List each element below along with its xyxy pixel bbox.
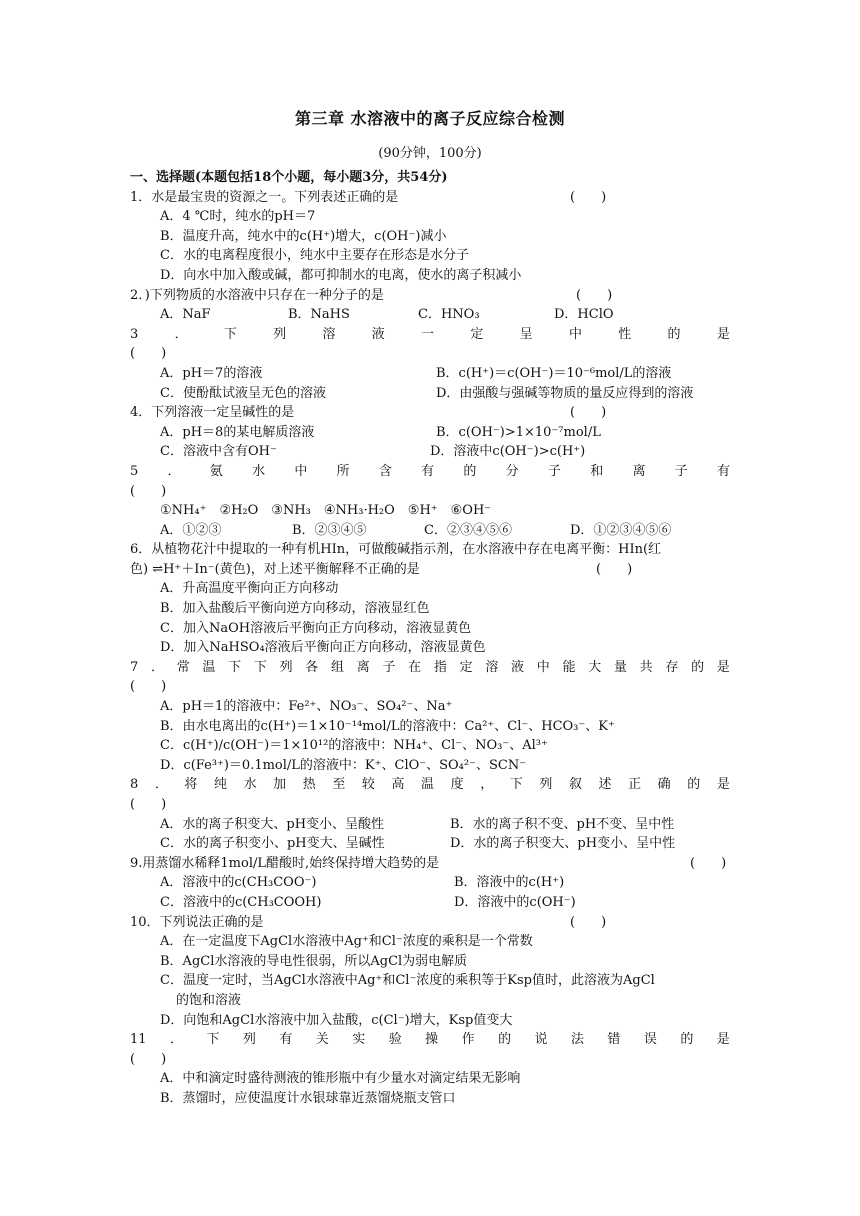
stem-char: 所	[336, 463, 350, 479]
question-6-stem-line1: 6．从植物花汁中提取的一种有机HIn，可做酸碱指示剂，在水溶液中存在电离平衡：HIn(红	[130, 542, 662, 558]
page-title: 第三章 水溶液中的离子反应综合检测	[294, 109, 566, 128]
option-a: A．升高温度平衡向正方向移动	[160, 581, 339, 597]
option-b: B．温度升高，纯水中的c(H⁺)增大，c(OH⁻)减小	[160, 228, 447, 244]
question-9-options-cd	[130, 893, 730, 913]
question-8-options-ab	[130, 815, 730, 835]
stem-char: 共	[639, 659, 653, 675]
question-list	[130, 168, 730, 1109]
stem-char: 在	[408, 659, 422, 675]
stem-char: 一	[421, 326, 435, 342]
stem-char: 含	[378, 463, 392, 479]
option-c: C．水的离子积变小、pH变大、呈碱性	[160, 836, 385, 852]
stem-char: 11	[130, 1032, 147, 1048]
option-b: B．c(OH⁻)>1×10⁻⁷mol/L	[436, 424, 601, 440]
stem-char: 有	[716, 463, 730, 479]
question-11-stem	[130, 1030, 730, 1050]
stem-char: 氨	[209, 463, 223, 479]
stem-char: ．	[154, 777, 168, 793]
stem-char: 验	[388, 1032, 402, 1048]
stem-char: 错	[607, 1032, 621, 1048]
stem-char: 定	[459, 659, 473, 675]
option-c: C．使酚酞试液呈无色的溶液	[160, 385, 326, 401]
stem-char: 子	[547, 463, 561, 479]
option-a: A．溶液中的c(CH₃COO⁻)	[160, 875, 317, 891]
option-d: D．溶液中的c(OH⁻)	[454, 894, 576, 910]
option-a: A．①②③	[160, 522, 222, 538]
answer-paren: ( )	[130, 483, 167, 499]
question-stem-text: 9.用蒸馏水稀释1mol/L醋酸时,始终保持增大趋势的是	[130, 855, 440, 871]
stem-char: 纯	[214, 777, 228, 793]
page-subtitle: (90分钟，100分)	[378, 146, 482, 161]
stem-char: 溶	[485, 659, 499, 675]
option-c: C．加入NaOH溶液后平衡向正方向移动，溶液显黄色	[160, 620, 472, 636]
answer-paren: ( )	[130, 346, 167, 362]
stem-char: 有	[421, 463, 435, 479]
stem-char: 常	[176, 659, 190, 675]
stem-char: ，	[480, 777, 494, 793]
stem-char: 是	[716, 326, 730, 342]
stem-char: 7	[130, 659, 139, 675]
stem-char: 关	[315, 1032, 329, 1048]
stem-char: ．	[169, 1032, 183, 1048]
stem-char: 操	[425, 1032, 439, 1048]
answer-paren: ( )	[576, 287, 613, 303]
stem-char: 较	[361, 777, 375, 793]
stem-char: 下	[253, 659, 267, 675]
option-c: C．溶液中的c(CH₃COOH)	[160, 894, 322, 910]
stem-char: 是	[716, 1032, 730, 1048]
stem-char: 离	[356, 659, 370, 675]
stem-char: 下	[228, 659, 242, 675]
stem-char: 至	[332, 777, 346, 793]
question-stem-text: 1．水是最宝贵的资源之一。下列表述正确的是	[130, 189, 399, 205]
question-1-stem	[130, 188, 730, 208]
option-a: A．pH＝7的溶液	[160, 365, 263, 381]
option-a: A．4 ℃时，纯水的pH＝7	[160, 209, 316, 225]
question-8-stem	[130, 775, 730, 795]
stem-char: 下	[223, 326, 237, 342]
question-9-options-ab	[130, 873, 730, 893]
answer-paren: ( )	[130, 679, 167, 695]
stem-char: 子	[382, 659, 396, 675]
stem-char: 呈	[519, 326, 533, 342]
option-a: A．pH＝8的某电解质溶液	[160, 424, 315, 440]
answer-paren: ( )	[570, 914, 607, 930]
option-b: B．②③④⑤	[292, 522, 367, 538]
option-a: A．水的离子积变大、pH变小、呈酸性	[160, 816, 385, 832]
answer-paren: ( )	[596, 561, 633, 577]
stem-char: 实	[352, 1032, 366, 1048]
option-b: B．溶液中的c(H⁺)	[454, 875, 565, 891]
option-d: D．由强酸与强碱等物质的量反应得到的溶液	[436, 385, 694, 401]
option-b: B．加入盐酸后平衡向逆方向移动，溶液显红色	[160, 601, 430, 617]
question-6-stem-line2	[130, 560, 730, 580]
stem-char: 下	[509, 777, 523, 793]
stem-char: 3	[130, 326, 139, 342]
section-heading: 一、选择题(本题包括18个小题，每小题3分，共54分)	[130, 170, 448, 185]
answer-paren: ( )	[130, 1051, 167, 1067]
stem-char: 指	[433, 659, 447, 675]
option-a: A．中和滴定时盛待测液的锥形瓶中有少量水对滴定结果无影响	[160, 1071, 521, 1087]
stem-char: 下	[206, 1032, 220, 1048]
stem-char: 的	[498, 1032, 512, 1048]
answer-paren: ( )	[570, 189, 607, 205]
option-b: B．AgCl水溶液的导电性很弱，所以AgCl为弱电解质	[160, 953, 468, 969]
stem-char: 组	[331, 659, 345, 675]
stem-char: 正	[628, 777, 642, 793]
stem-char: 叙	[568, 777, 582, 793]
stem-char: ．	[150, 659, 164, 675]
stem-char: 列	[539, 777, 553, 793]
stem-char: 液	[511, 659, 525, 675]
stem-char: 的	[463, 463, 477, 479]
stem-char: 有	[279, 1032, 293, 1048]
option-a: A．NaF	[160, 307, 211, 323]
stem-char: 确	[657, 777, 671, 793]
question-2-stem	[130, 286, 730, 306]
question-10-stem	[130, 913, 730, 933]
option-c: C．水的电离程度很小，纯水中主要存在形态是水分子	[160, 248, 469, 264]
stem-char: 水	[243, 777, 257, 793]
stem-char: 中	[568, 326, 582, 342]
stem-char: 法	[570, 1032, 584, 1048]
stem-char: 温	[421, 777, 435, 793]
stem-char: 作	[461, 1032, 475, 1048]
stem-char: 分	[505, 463, 519, 479]
option-b: B．c(H⁺)＝c(OH⁻)＝10⁻⁶mol/L的溶液	[436, 365, 672, 381]
stem-char: 水	[252, 463, 266, 479]
answer-paren: ( )	[130, 797, 167, 812]
stem-char: 说	[534, 1032, 548, 1048]
stem-char: 溶	[322, 326, 336, 342]
option-c-continued: 的饱和溶液	[176, 992, 242, 1008]
question-3-stem	[130, 325, 730, 345]
question-7-stem	[130, 658, 730, 678]
stem-char: 定	[470, 326, 484, 342]
stem-char: 度	[450, 777, 464, 793]
answer-paren: ( )	[570, 405, 607, 421]
stem-char: 述	[598, 777, 612, 793]
question-stem-text: 色) ⇌H⁺＋In⁻(黄色)，对上述平衡解释不正确的是	[130, 561, 420, 577]
question-3-options-cd	[130, 384, 730, 404]
question-stem-text: 2．)下列物质的水溶液中只存在一种分子的是	[130, 287, 384, 303]
stem-char: 中	[536, 659, 550, 675]
option-d: D．HClO	[554, 307, 614, 323]
stem-char: 液	[371, 326, 385, 342]
question-2-options	[130, 305, 730, 325]
stem-char: 列	[279, 659, 293, 675]
question-5-stem	[130, 462, 730, 482]
stem-char: 将	[184, 777, 198, 793]
option-d: D．①②③④⑤⑥	[570, 522, 672, 538]
stem-char: 误	[643, 1032, 657, 1048]
question-5-options	[130, 521, 730, 541]
option-d: D．加入NaHSO₄溶液后平衡向正方向移动，溶液显黄色	[160, 640, 486, 656]
stem-char: 的	[667, 326, 681, 342]
question-4-options-cd	[130, 442, 730, 462]
option-c: C．溶液中含有OH⁻	[160, 444, 277, 460]
option-b: B．水的离子积不变、pH不变、呈中性	[450, 816, 675, 832]
stem-char: 列	[273, 326, 287, 342]
option-d: D．c(Fe³⁺)＝0.1mol/L的溶液中：K⁺、ClO⁻、SO₄²⁻、SCN⁻	[160, 757, 527, 773]
stem-char: 量	[613, 659, 627, 675]
stem-char: 热	[302, 777, 316, 793]
stem-char: 是	[716, 777, 730, 793]
stem-char: 存	[665, 659, 679, 675]
stem-char: ．	[167, 463, 181, 479]
stem-char: 列	[242, 1032, 256, 1048]
question-4-options-ab	[130, 423, 730, 443]
question-4-stem	[130, 403, 730, 423]
stem-char: 能	[562, 659, 576, 675]
option-a: A．在一定温度下AgCl水溶液中Ag⁺和Cl⁻浓度的乘积是一个常数	[160, 934, 533, 950]
option-b: B．NaHS	[288, 307, 350, 323]
option-c: C．②③④⑤⑥	[424, 522, 512, 538]
option-b: B．蒸馏时，应使温度计水银球靠近蒸馏烧瓶支管口	[160, 1090, 456, 1106]
question-stem-text: 4．下列溶液一定呈碱性的是	[130, 405, 295, 421]
stem-char: 加	[273, 777, 287, 793]
question-stem-text: 10．下列说法正确的是	[130, 914, 264, 930]
question-9-stem	[130, 854, 730, 874]
stem-char: 和	[590, 463, 604, 479]
question-5-items: ①NH₄⁺ ②H₂O ③NH₃ ④NH₃·H₂O ⑤H⁺ ⑥OH⁻	[160, 503, 492, 519]
stem-char: 5	[130, 463, 139, 479]
stem-char: 8	[130, 777, 139, 793]
stem-char: 高	[391, 777, 405, 793]
stem-char: 大	[588, 659, 602, 675]
option-b: B．由水电离出的c(H⁺)＝1×10⁻¹⁴mol/L的溶液中：Ca²⁺、Cl⁻、HCO₃⁻、K⁺	[160, 718, 615, 734]
stem-char: 性	[618, 326, 632, 342]
stem-char: 各	[305, 659, 319, 675]
stem-char: 的	[680, 1032, 694, 1048]
stem-char: 温	[202, 659, 216, 675]
option-c: C．HNO₃	[418, 307, 480, 323]
stem-char: ．	[174, 326, 188, 342]
stem-char: 子	[674, 463, 688, 479]
stem-char: 离	[632, 463, 646, 479]
stem-char: 中	[294, 463, 308, 479]
option-d: D．溶液中c(OH⁻)>c(H⁺)	[430, 444, 586, 460]
option-d: D．向饱和AgCl水溶液中加入盐酸，c(Cl⁻)增大，Ksp值变大	[160, 1012, 513, 1028]
option-d: D．向水中加入酸或碱，都可抑制水的电离，使水的离子积减小	[160, 267, 522, 283]
option-c: C．温度一定时，当AgCl水溶液中Ag⁺和Cl⁻浓度的乘积等于Ksp值时，此溶液为AgCl	[160, 973, 655, 989]
option-a: A．pH＝1的溶液中：Fe²⁺、NO₃⁻、SO₄²⁻、Na⁺	[160, 699, 453, 715]
option-d: D．水的离子积变大、pH变小、呈中性	[450, 836, 676, 852]
option-c: C．c(H⁺)/c(OH⁻)＝1×10¹²的溶液中：NH₄⁺、Cl⁻、NO₃⁻、Al³⁺	[160, 738, 548, 754]
question-8-options-cd	[130, 834, 730, 854]
question-3-options-ab	[130, 364, 730, 384]
stem-char: 是	[716, 659, 730, 675]
stem-char: 的	[687, 777, 701, 793]
answer-paren: ( )	[690, 855, 727, 871]
stem-char: 的	[691, 659, 705, 675]
